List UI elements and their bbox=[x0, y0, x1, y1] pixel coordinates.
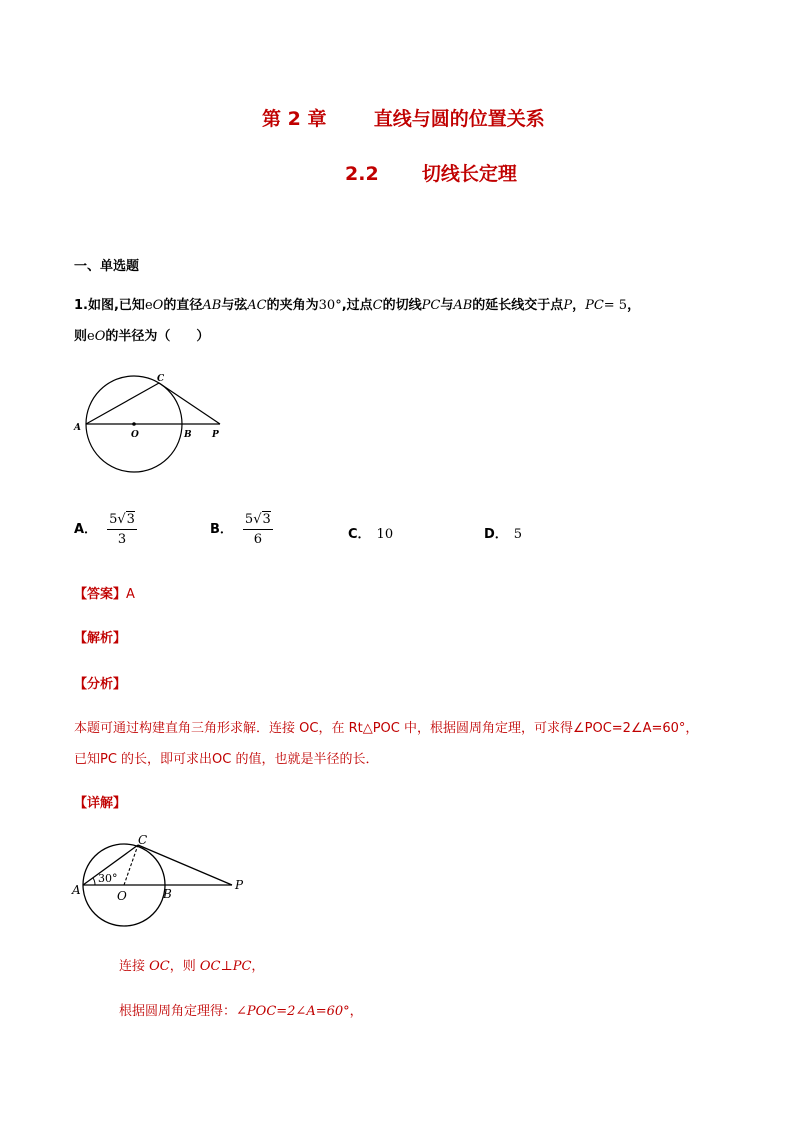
question-text: 与 bbox=[440, 298, 454, 313]
solution-figure bbox=[68, 832, 258, 928]
detail-text: ， bbox=[349, 1004, 363, 1019]
question-type-heading: 一、单选题 bbox=[74, 259, 140, 274]
answer-line bbox=[74, 583, 135, 602]
label-p: P bbox=[235, 878, 244, 892]
fenxi-line-1: 本题可通过构建直角三角形求解．连接 OC，在 Rt△POC 中，根据圆周角定理，可求得∠POC=2∠A=60°， bbox=[74, 721, 699, 736]
answer-value: A bbox=[126, 587, 135, 602]
angle-arc bbox=[93, 878, 95, 885]
math-var: OC bbox=[149, 959, 170, 974]
chapter-heading bbox=[262, 104, 545, 131]
label-b: B bbox=[184, 430, 192, 440]
detail-text: ， bbox=[251, 959, 265, 974]
tangent-pc bbox=[138, 845, 232, 885]
frac-root: 3 bbox=[262, 512, 271, 527]
question-line-1 bbox=[74, 294, 640, 313]
option-letter: B． bbox=[210, 522, 233, 537]
fenxi-tag: 【分析】 bbox=[74, 677, 127, 692]
question-figure bbox=[70, 370, 230, 480]
detail-text: ，则 bbox=[169, 959, 200, 974]
question-text: ,过点 bbox=[341, 298, 373, 313]
fraction: $\frac{5√3}{6}$ bbox=[244, 512, 271, 547]
question-text: ， bbox=[627, 298, 641, 313]
section-title: 切线长定理 bbox=[421, 163, 517, 185]
chapter-number: 第 2 章 bbox=[262, 108, 327, 130]
math-var: AB bbox=[453, 298, 473, 313]
question-text: 的切线 bbox=[382, 298, 422, 313]
option-letter: C． bbox=[348, 527, 371, 542]
option-c[interactable] bbox=[348, 523, 393, 542]
math-expression: ∠POC=2∠A=60° bbox=[236, 1004, 350, 1019]
detail-text: 根据圆周角定理得： bbox=[119, 1004, 237, 1019]
label-b: B bbox=[163, 887, 172, 901]
label-angle: 30° bbox=[98, 872, 118, 885]
center-point bbox=[132, 422, 136, 426]
question-text: 则 bbox=[74, 329, 88, 344]
label-p: P bbox=[212, 430, 219, 440]
label-c: C bbox=[138, 833, 148, 847]
answer-tag: 【答案】 bbox=[74, 587, 127, 602]
detail-line-2 bbox=[119, 1000, 363, 1019]
math-expression: OC⊥PC bbox=[199, 959, 252, 974]
math-var: O bbox=[94, 329, 106, 344]
math-value: 30° bbox=[318, 298, 342, 313]
detail-tag: 【详解】 bbox=[74, 796, 127, 811]
chapter-title: 直线与圆的位置关系 bbox=[373, 108, 545, 130]
math-value: = 5 bbox=[603, 298, 628, 313]
circle-symbol: e bbox=[144, 298, 153, 313]
detail-line-1 bbox=[119, 955, 264, 974]
math-var: O bbox=[152, 298, 164, 313]
label-o: O bbox=[131, 430, 139, 440]
math-var: C bbox=[372, 298, 383, 313]
option-letter: D． bbox=[484, 527, 508, 542]
circle-symbol: e bbox=[87, 329, 95, 344]
chord-ac bbox=[86, 383, 159, 424]
label-c: C bbox=[157, 374, 165, 384]
frac-den: 6 bbox=[253, 532, 262, 547]
question-line-2 bbox=[74, 325, 209, 344]
question-text: 的夹角为 bbox=[266, 298, 319, 313]
question-text: ， bbox=[572, 298, 586, 313]
question-text: 与弦 bbox=[221, 298, 248, 313]
math-var: P bbox=[563, 298, 573, 313]
question-text: 的延长线交于点 bbox=[472, 298, 564, 313]
label-a: A bbox=[74, 423, 81, 433]
option-letter: A． bbox=[74, 522, 98, 537]
fraction: $\frac{5√3}{3}$ bbox=[109, 512, 135, 547]
math-var: AB bbox=[202, 298, 222, 313]
section-number: 2.2 bbox=[345, 163, 379, 185]
question-text: .如图,已知 bbox=[83, 298, 145, 313]
frac-den: 3 bbox=[117, 532, 127, 547]
option-d[interactable] bbox=[484, 523, 522, 542]
option-a[interactable] bbox=[74, 512, 137, 547]
option-value: 5 bbox=[513, 527, 523, 542]
option-value: 10 bbox=[376, 527, 394, 542]
analysis-tag: 【解析】 bbox=[74, 631, 127, 646]
question-text: 的半径为（ ） bbox=[105, 329, 210, 344]
math-var: AC bbox=[247, 298, 267, 313]
option-b[interactable] bbox=[210, 512, 273, 547]
label-a: A bbox=[72, 883, 81, 897]
frac-root: 3 bbox=[126, 512, 135, 527]
math-var: PC bbox=[421, 298, 441, 313]
radius-oc-dashed bbox=[124, 845, 138, 885]
detail-text: 连接 bbox=[119, 959, 150, 974]
frac-coef: 5 bbox=[244, 512, 254, 527]
question-text: 的直径 bbox=[163, 298, 203, 313]
math-var: PC bbox=[585, 298, 604, 313]
tangent-pc bbox=[159, 383, 220, 424]
label-o: O bbox=[117, 889, 127, 903]
frac-coef: 5 bbox=[109, 512, 118, 527]
section-heading-title bbox=[345, 159, 517, 186]
question-number: 1 bbox=[74, 298, 84, 313]
fenxi-line-2: 已知PC 的长，即可求出OC 的值，也就是半径的长． bbox=[74, 752, 379, 767]
